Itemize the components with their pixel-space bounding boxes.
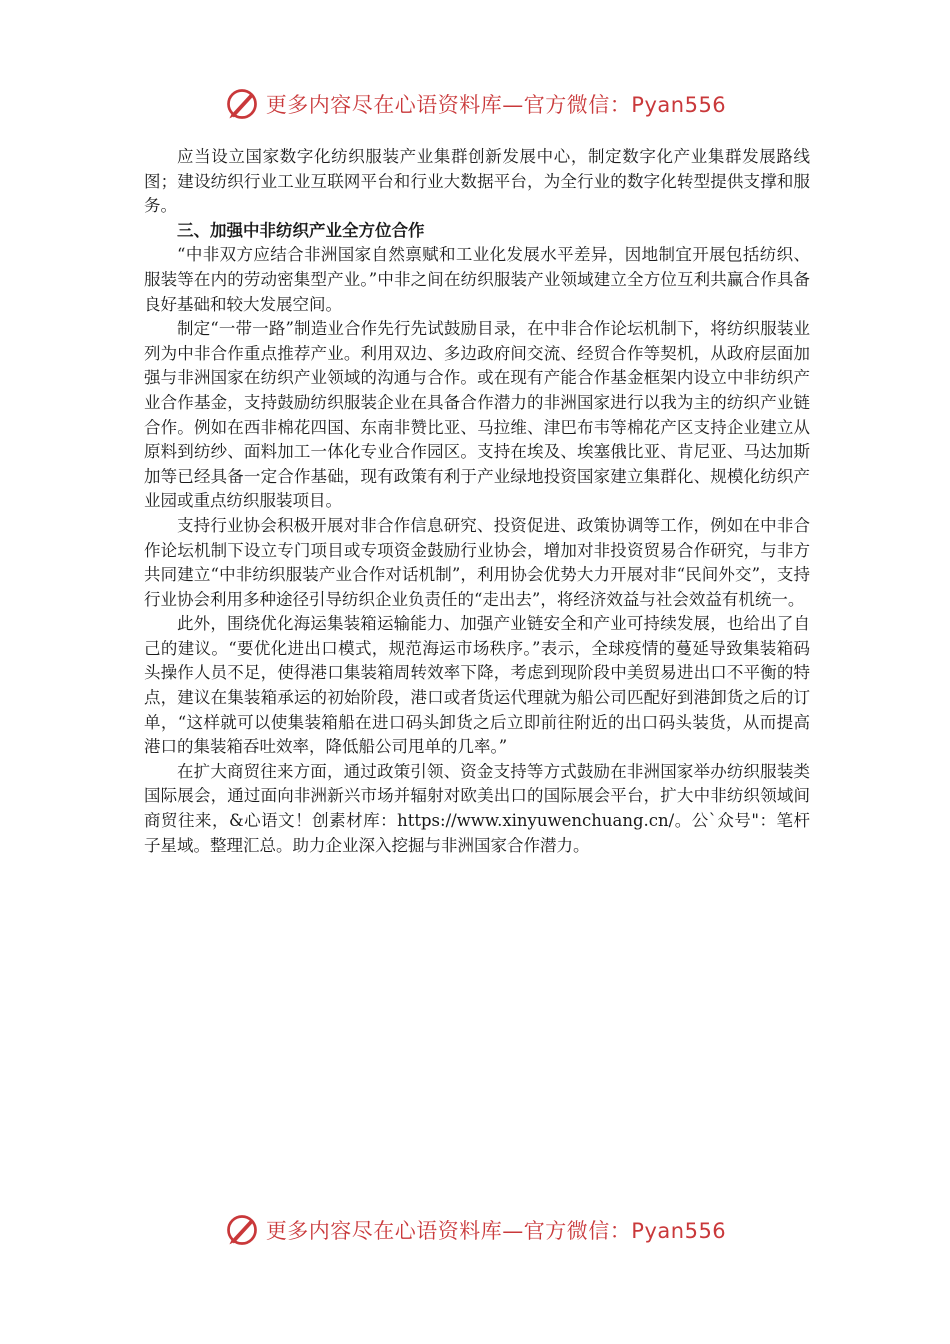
- paragraph-2: “中非双方应结合非洲国家自然禀赋和工业化发展水平差异，因地制宜开展包括纺织、服装等在内的劳动密集型产业。”中非之间在纺织服装产业领域建立全方位互利共赢合作具备良好基础和较大发展空间。: [144, 245, 810, 314]
- banner-text: 更多内容尽在心语资料库—官方微信：Pyan556: [265, 1219, 727, 1243]
- paragraph-5: 此外，围绕优化海运集装箱运输能力、加强产业链安全和产业可持续发展，也给出了自己的建议。“要优化进出口模式，规范海运市场秩序。”表示，全球疫情的蔓延导致集装箱码头操作人员不足，使得港口集装箱周转效率下降，考虑到现阶段中美贸易进出口不平衡的特点，建议在集装箱承运的初始阶段，港口或者货运代理就为船公司匹配好到港卸货之后的订单，“这样就可以使集装箱船在进口码头卸货之后立即前往附近的出口码头装货，从而提高港口的集装箱吞吐效率，降低船公司甩单的几率。”: [144, 614, 810, 757]
- paragraph-3: 制定“一带一路”制造业合作先行先试鼓励目录，在中非合作论坛机制下，将纺织服装业列为中非合作重点推荐产业。利用双边、多边政府间交流、经贸合作等契机，从政府层面加强与非洲国家在纺织产业领域的沟通与合作。或在现有产能合作基金框架内设立中非纺织产业合作基金，支持鼓励纺织服装企业在具备合作潜力的非洲国家进行以我为主的纺织产业链合作。例如在西非棉花四国、东南非赞比亚、马拉维、津巴布韦等棉花产区支持企业建立从原料到纺纱、面料加工一体化专业合作园区。支持在埃及、埃塞俄比亚、肯尼亚、马达加斯加等已经具备一定合作基础，现有政策有利于产业绿地投资国家建立集群化、规模化纺织产业园或重点纺织服装项目。: [144, 319, 810, 511]
- paragraph-6: 在扩大商贸往来方面，通过政策引领、资金支持等方式鼓励在非洲国家举办纺织服装类国际展会，通过面向非洲新兴市场并辐射对欧美出口的国际展会平台，扩大中非纺织领域间商贸往来，&心语文！创素材库：https://www.xinyuwenchuang.cn/。公`众号"：笔杆子星域。整理汇总。助力企业深入挖掘与非洲国家合作潜力。: [144, 761, 810, 855]
- paragraph-1: 应当设立国家数字化纺织服装产业集群创新发展中心，制定数字化产业集群发展路线图；建设纺织行业工业互联网平台和行业大数据平台，为全行业的数字化转型提供支撑和服务。: [144, 147, 810, 216]
- header-banner: [0, 84, 950, 124]
- section-heading: 三、加强中非纺织产业全方位合作: [177, 220, 425, 240]
- pen-logo-icon: [224, 86, 260, 122]
- banner-text: 更多内容尽在心语资料库—官方微信：Pyan556: [265, 93, 727, 117]
- paragraph-4: 支持行业协会积极开展对非合作信息研究、投资促进、政策协调等工作，例如在中非合作论坛机制下设立专门项目或专项资金鼓励行业协会，增加对非投资贸易合作研究，与非方共同建立“中非纺织服装产业合作对话机制”，利用协会优势大力开展对非“民间外交”，支持行业协会利用多种途径引导纺织企业负责任的“走出去”，将经济效益与社会效益有机统一。: [144, 515, 810, 609]
- pen-logo-icon: [224, 1212, 260, 1248]
- document-body: [144, 145, 810, 858]
- footer-banner: [0, 1210, 950, 1250]
